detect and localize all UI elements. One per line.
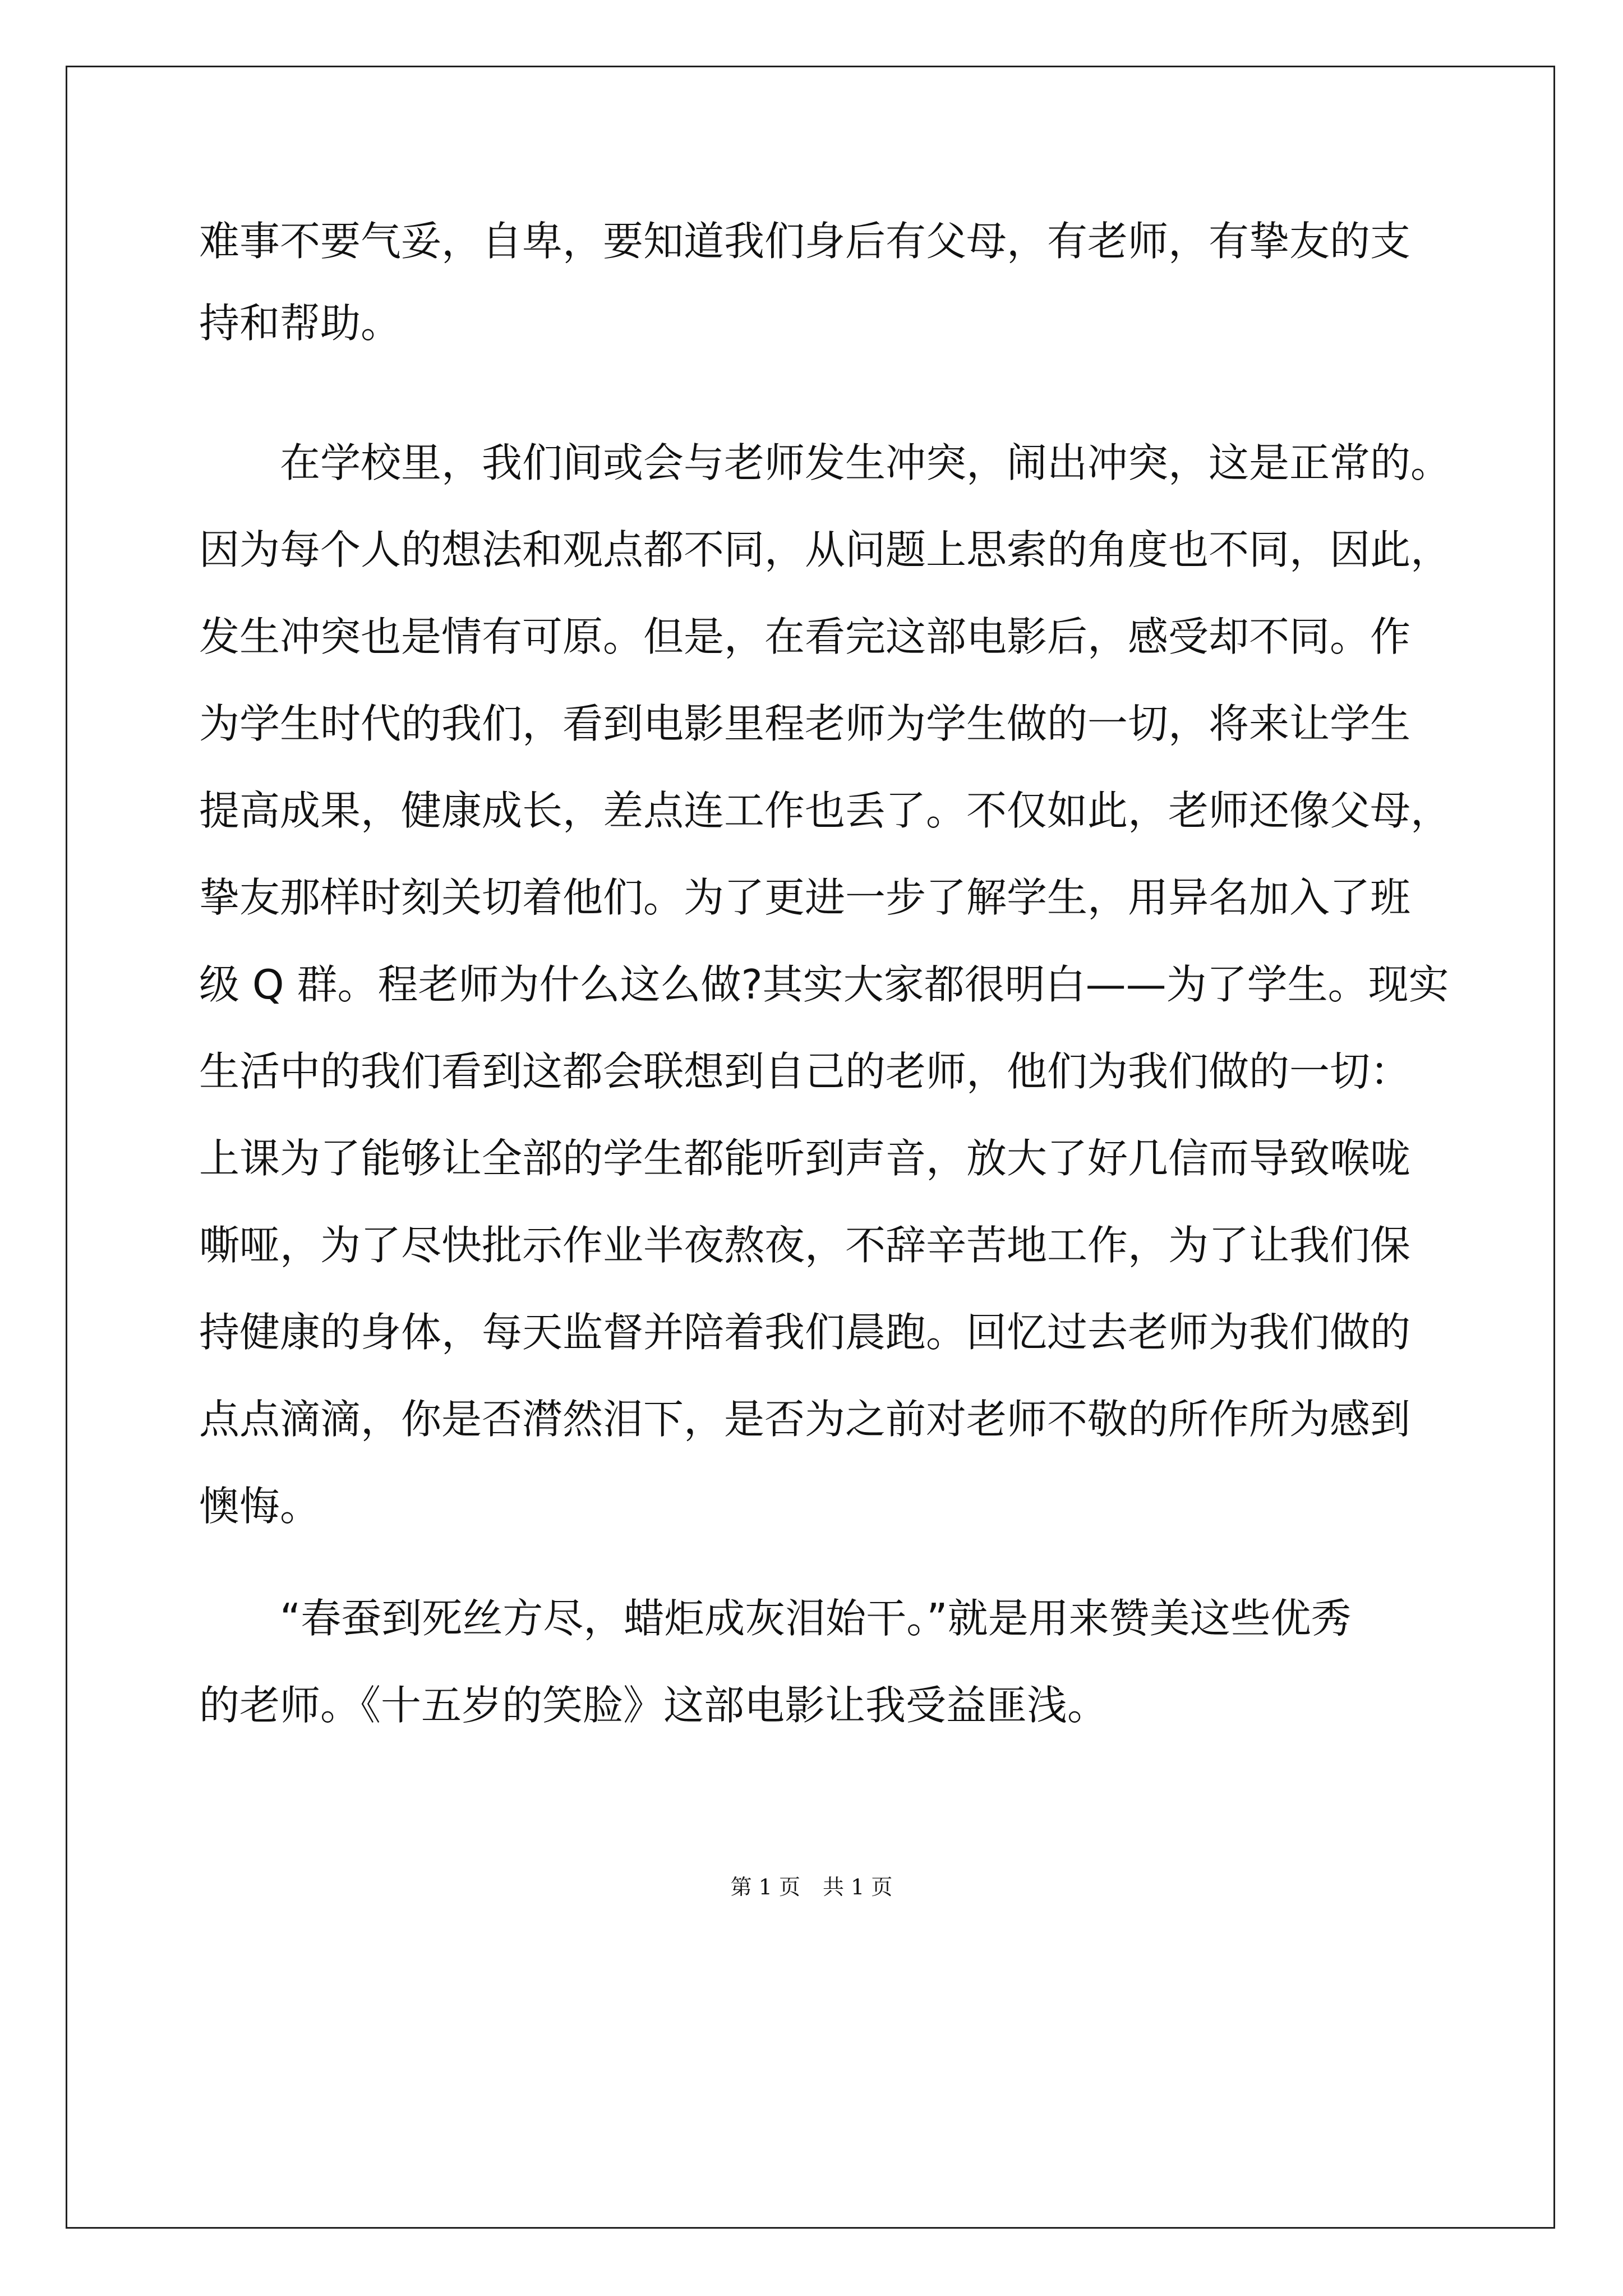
text-line: 生活中的我们看到这都会联想到自己的老师，他们为我们做的一切： (199, 1048, 1411, 1095)
text-line: 因为每个人的想法和观点都不同，从问题上思索的角度也不同，因此， (199, 526, 1451, 573)
page-number: 第 1 页 (730, 1875, 800, 1899)
text-line: 为学生时代的我们，看到电影里程老师为学生做的一切，将来让学生 (199, 700, 1411, 747)
text-line: 嘶哑，为了尽快批示作业半夜熬夜，不辞辛苦地工作，为了让我们保 (199, 1222, 1411, 1269)
text-line: 的老师。《十五岁的笑脸》这部电影让我受益匪浅。 (199, 1682, 1108, 1729)
text-line: 级 Q 群。程老师为什么这么做?其实大家都很明白——为了学生。现实 (199, 961, 1449, 1008)
text-line: 点点滴滴，你是否潸然泪下，是否为之前对老师不敬的所作所为感到 (199, 1396, 1411, 1443)
page-footer (0, 1874, 1623, 1901)
text-line: 提高成果，健康成长，差点连工作也丢了。不仅如此，老师还像父母， (199, 787, 1451, 834)
text-line: 难事不要气妥，自卑，要知道我们身后有父母，有老师，有挚友的支 (199, 218, 1411, 265)
text-line: 持和帮助。 (199, 300, 402, 347)
page-total: 共 1 页 (823, 1875, 893, 1899)
text-line: 挚友那样时刻关切着他们。为了更进一步了解学生，用异名加入了班 (199, 874, 1411, 921)
text-line: 上课为了能够让全部的学生都能听到声音，放大了好几信而导致喉咙 (199, 1135, 1411, 1182)
text-line: 发生冲突也是情有可原。但是，在看完这部电影后，感受却不同。作 (199, 613, 1411, 660)
text-line: 懊悔。 (199, 1483, 321, 1530)
text-line: 持健康的身体，每天监督并陪着我们晨跑。回忆过去老师为我们做的 (199, 1309, 1411, 1356)
text-line: 在学校里，我们间或会与老师发生冲突，闹出冲突，这是正常的。 (199, 439, 1451, 486)
text-line: “春蚕到死丝方尽，蜡炬成灰泪始干。”就是用来赞美这些优秀 (199, 1595, 1352, 1642)
